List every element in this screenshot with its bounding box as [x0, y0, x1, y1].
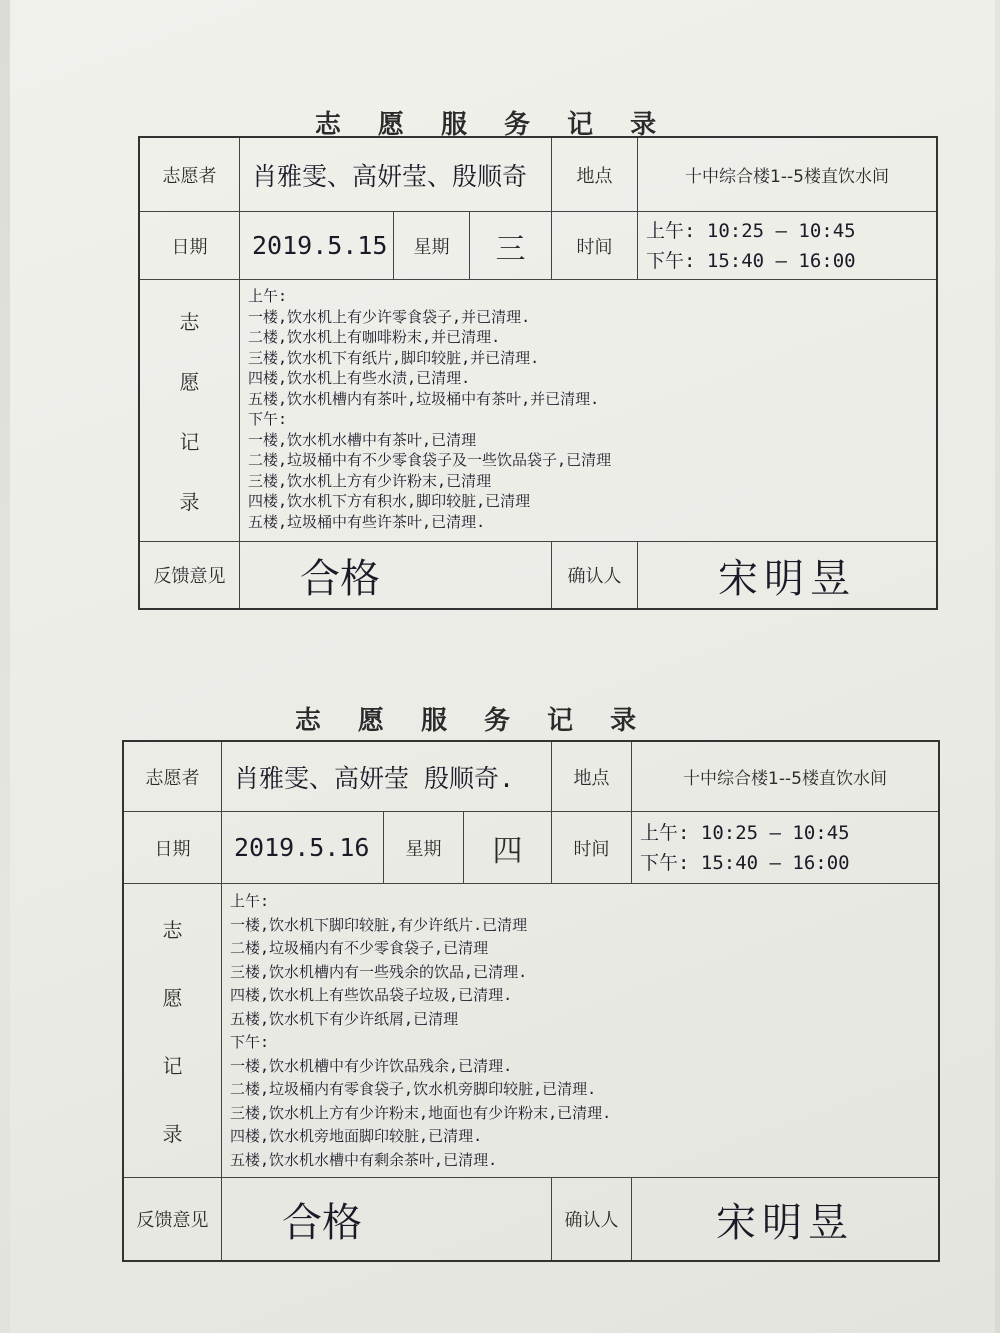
feedback-label: 反馈意见	[140, 542, 240, 608]
record-label-char: 录	[179, 490, 200, 515]
note-line: 下午:	[230, 1033, 270, 1051]
weekday-label: 星期	[394, 212, 470, 280]
record-label-char: 愿	[162, 985, 183, 1010]
note-line: 二楼,饮水机上有咖啡粉末,并已清理.	[248, 328, 501, 346]
note-line: 一楼,饮水机下脚印较脏,有少许纸片.已清理	[230, 915, 528, 934]
note-line: 五楼,垃圾桶中有些许茶叶,已清理.	[248, 512, 486, 531]
volunteers-value: 肖雅雯、高妍莹 殷顺奇.	[222, 742, 552, 812]
note-line: 三楼,饮水机上方有少许粉末,地面也有少许粉末,已清理.	[230, 1103, 612, 1122]
note-line: 一楼,饮水机上有少许零食袋子,并已清理.	[248, 307, 531, 326]
record-label-char: 志	[162, 917, 183, 942]
record-label-char: 记	[179, 430, 200, 455]
note-line: 二楼,垃圾桶中有不少零食袋子及一些饮品袋子,已清理	[248, 451, 612, 469]
feedback-label: 反馈意见	[124, 1178, 222, 1260]
volunteer-label: 志愿者	[140, 138, 240, 212]
volunteer-label: 志愿者	[124, 742, 222, 812]
form-title: 志 愿 服 务 记 录	[314, 110, 671, 140]
note-line: 三楼,饮水机上方有少许粉末,已清理	[248, 471, 492, 490]
weekday-value: 三	[470, 212, 552, 280]
note-line: 二楼,垃圾桶内有不少零食袋子,已清理	[230, 939, 489, 957]
note-line: 三楼,饮水机槽内有一些残余的饮品,已清理.	[230, 962, 528, 981]
form-title: 志 愿 服 务 记 录	[294, 706, 651, 736]
date-value: 2019.5.15	[240, 212, 394, 280]
note-line: 五楼,饮水机水槽中有剩余茶叶,已清理.	[230, 1150, 498, 1169]
volunteers-value: 肖雅雯、高妍莹、殷顺奇	[240, 138, 552, 212]
note-line: 五楼,饮水机下有少许纸屑,已清理	[230, 1009, 459, 1028]
record-label-char: 录	[162, 1122, 183, 1147]
location-label: 地点	[552, 742, 632, 812]
note-line: 五楼,饮水机槽内有茶叶,垃圾桶中有茶叶,并已清理.	[248, 389, 600, 408]
note-line: 一楼,饮水机水槽中有茶叶,已清理	[248, 430, 477, 449]
record-label-char: 志	[179, 309, 200, 334]
location-label: 地点	[552, 138, 638, 212]
location-value: 十中综合楼1--5楼直饮水间	[632, 742, 938, 812]
note-line: 一楼,饮水机槽中有少许饮品残余,已清理.	[230, 1056, 513, 1075]
confirmer-signature: 宋明昱	[718, 555, 856, 602]
date-label: 日期	[140, 212, 240, 280]
feedback-value: 合格	[240, 542, 552, 608]
note-line: 四楼,饮水机下方有积水,脚印较脏,已清理	[248, 492, 531, 510]
note-line: 四楼,饮水机旁地面脚印较脏,已清理.	[230, 1127, 483, 1145]
record-notes	[222, 884, 938, 1178]
date-value: 2019.5.16	[222, 812, 384, 884]
record-label-char: 记	[162, 1054, 183, 1079]
note-line: 下午:	[248, 410, 288, 428]
note-line: 三楼,饮水机下有纸片,脚印较脏,并已清理.	[248, 348, 540, 367]
note-line: 上午:	[248, 287, 288, 305]
note-line: 二楼,垃圾桶内有零食袋子,饮水机旁脚印较脏,已清理.	[230, 1080, 597, 1098]
confirmer-signature: 宋明昱	[716, 1199, 854, 1246]
time-pm: 下午: 15:40 — 16:00	[640, 851, 850, 874]
note-line: 四楼,饮水机上有些水渍,已清理.	[248, 369, 471, 387]
note-line: 上午:	[230, 892, 270, 910]
weekday-label: 星期	[384, 812, 464, 884]
location-value: 十中综合楼1--5楼直饮水间	[638, 138, 936, 212]
weekday-value: 四	[464, 812, 552, 884]
date-label: 日期	[124, 812, 222, 884]
time-label: 时间	[552, 212, 638, 280]
record-table	[122, 740, 940, 1262]
note-line: 四楼,饮水机上有些饮品袋子垃圾,已清理.	[230, 986, 513, 1004]
time-am: 上午: 10:25 — 10:45	[640, 821, 850, 844]
confirmer-label: 确认人	[552, 542, 638, 608]
time-pm: 下午: 15:40 — 16:00	[646, 249, 856, 272]
service-record-form-2	[10, 0, 995, 1333]
record-label	[124, 884, 222, 1178]
confirmer-label: 确认人	[552, 1178, 632, 1260]
paper-sheet	[10, 0, 995, 1333]
feedback-value: 合格	[222, 1178, 552, 1260]
time-label: 时间	[552, 812, 632, 884]
time-am: 上午: 10:25 — 10:45	[646, 219, 856, 242]
record-label-char: 愿	[179, 369, 200, 394]
time-value	[632, 812, 938, 884]
